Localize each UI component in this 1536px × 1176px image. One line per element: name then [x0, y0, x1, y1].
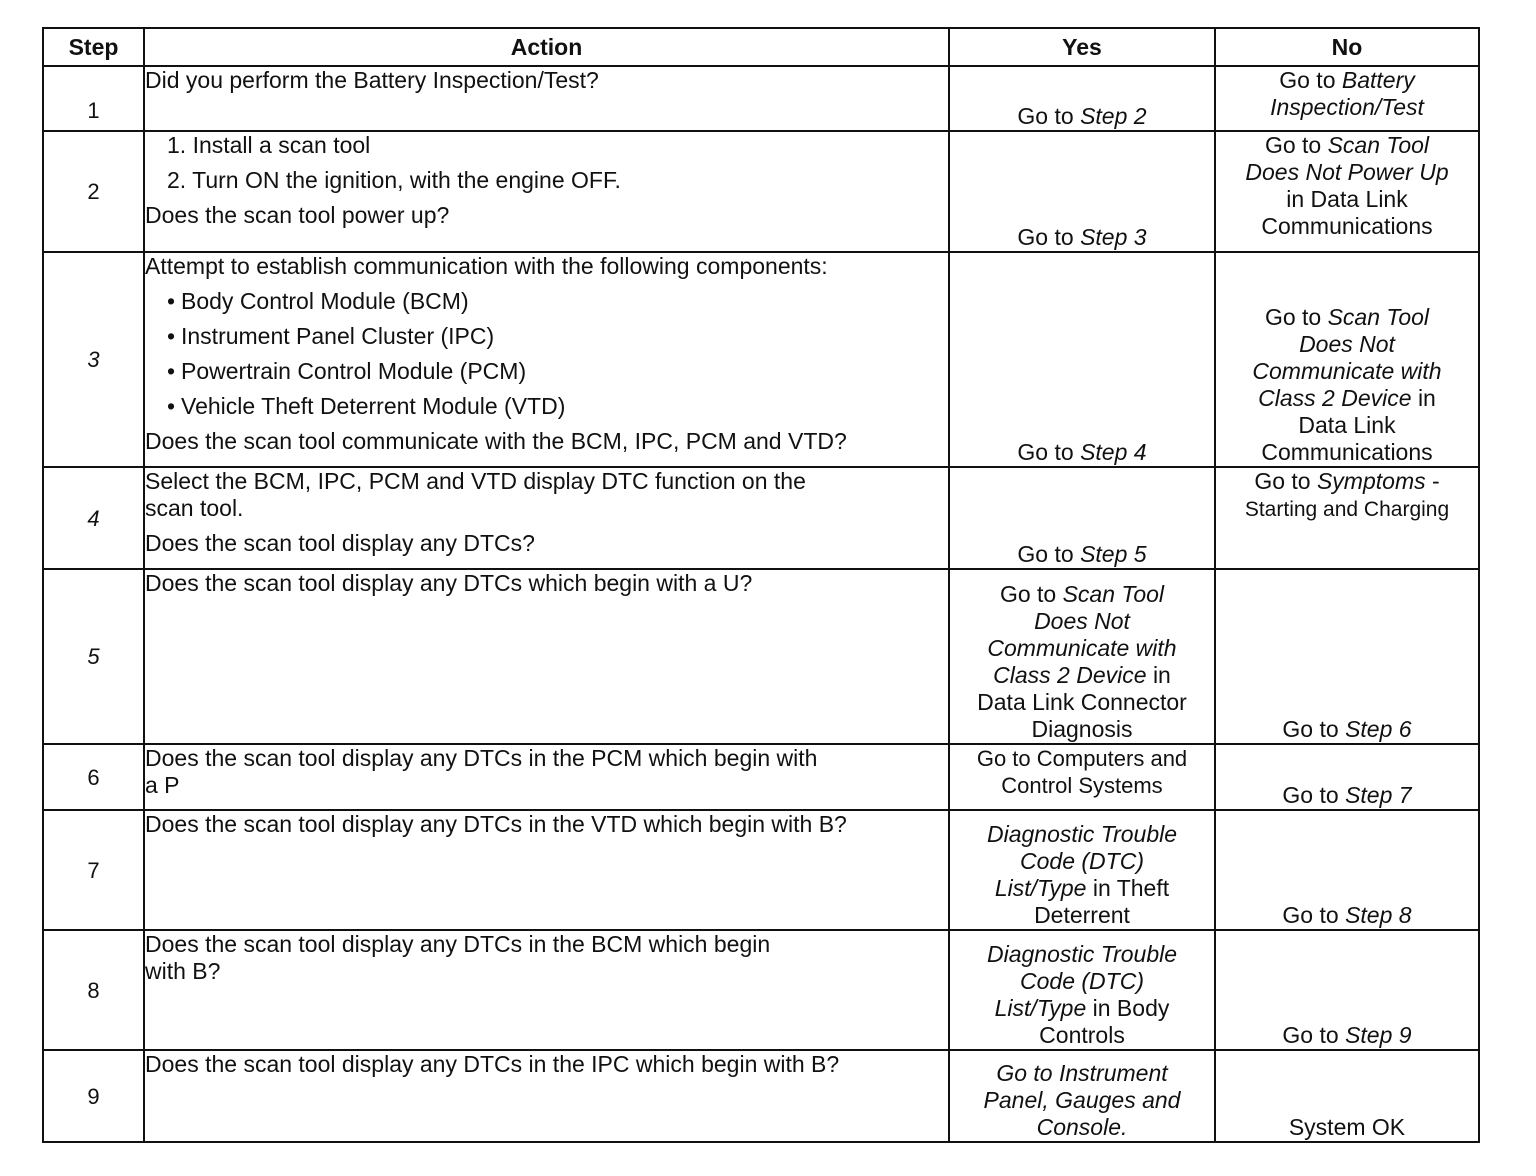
- no-cell: [1215, 1050, 1479, 1142]
- action-cell: [144, 810, 949, 930]
- table-row: [43, 131, 1479, 252]
- yes-link[interactable]: Diagnostic Trouble Code (DTC) List/Type in Theft Deterrent: [986, 821, 1178, 928]
- yes-cell: [949, 252, 1215, 467]
- action-question: Does the scan tool display any DTCs in the VTD which begin with B?: [145, 811, 847, 837]
- action-question: Does the scan tool display any DTCs in the BCM which begin with B?: [145, 931, 771, 984]
- no-link[interactable]: Go to Symptoms - Starting and Charging: [1244, 468, 1450, 521]
- action-question: Does the scan tool display any DTCs in the IPC which begin with B?: [145, 1051, 840, 1077]
- action-question: Does the scan tool power up?: [145, 202, 450, 228]
- step-number: 2: [43, 131, 144, 252]
- action-cell: [144, 131, 949, 252]
- action-cell: [144, 744, 949, 810]
- action-cell: [144, 467, 949, 569]
- action-cell: [144, 1050, 949, 1142]
- action-steps: [145, 132, 948, 194]
- no-link[interactable]: Go to Step 6: [1282, 716, 1412, 742]
- step-number: 9: [43, 1050, 144, 1142]
- table-row: [43, 569, 1479, 744]
- step-number: 1: [43, 66, 144, 131]
- yes-cell: [949, 930, 1215, 1050]
- yes-link[interactable]: Go to Step 4: [1017, 439, 1147, 465]
- no-cell: [1215, 744, 1479, 810]
- action-cell: [144, 930, 949, 1050]
- step-number: 7: [43, 810, 144, 930]
- list-item: • Instrument Panel Cluster (IPC): [181, 323, 948, 350]
- header-step: Step: [43, 28, 144, 66]
- list-item: • Powertrain Control Module (PCM): [181, 358, 948, 385]
- list-item: • Body Control Module (BCM): [181, 288, 948, 315]
- no-link[interactable]: Go to Battery Inspection/Test: [1270, 67, 1424, 120]
- yes-cell: [949, 131, 1215, 252]
- yes-cell: [949, 569, 1215, 744]
- step-number: 4: [43, 467, 144, 569]
- table-row: [43, 66, 1479, 131]
- no-cell: [1215, 66, 1479, 131]
- yes-cell: [949, 744, 1215, 810]
- action-intro: Attempt to establish communication with the following components:: [145, 253, 828, 279]
- yes-link[interactable]: Diagnostic Trouble Code (DTC) List/Type in Body Controls: [986, 941, 1178, 1048]
- no-cell: [1215, 810, 1479, 930]
- no-cell: [1215, 131, 1479, 252]
- header-no: No: [1215, 28, 1479, 66]
- table-row: [43, 930, 1479, 1050]
- step-number: 5: [43, 569, 144, 744]
- step-number: 8: [43, 930, 144, 1050]
- yes-link[interactable]: Go to Computers and Control Systems: [976, 746, 1188, 798]
- header-row: [43, 28, 1479, 66]
- action-cell: [144, 569, 949, 744]
- no-cell: [1215, 252, 1479, 467]
- no-link[interactable]: Go to Step 9: [1282, 1022, 1412, 1048]
- yes-cell: [949, 1050, 1215, 1142]
- action-question: Does the scan tool display any DTCs?: [145, 530, 535, 556]
- action-question: Did you perform the Battery Inspection/Test?: [145, 67, 599, 93]
- yes-link[interactable]: Go to Scan Tool Does Not Communicate with Class 2 Device in Data Link Connector Diagnosis: [977, 581, 1187, 742]
- action-question: Does the scan tool display any DTCs in the PCM which begin with a P: [145, 745, 818, 798]
- header-action: Action: [144, 28, 949, 66]
- step-number: 6: [43, 744, 144, 810]
- table-row: [43, 810, 1479, 930]
- yes-cell: [949, 66, 1215, 131]
- header-yes: Yes: [949, 28, 1215, 66]
- action-intro: Select the BCM, IPC, PCM and VTD display DTC function on the scan tool.: [145, 468, 806, 521]
- diagnostic-table: [42, 27, 1480, 1143]
- yes-link[interactable]: Go to Step 2: [1017, 103, 1147, 129]
- table-row: [43, 744, 1479, 810]
- yes-link[interactable]: Go to Step 3: [1017, 224, 1147, 250]
- action-step-item: 2. Turn ON the ignition, with the engine OFF.: [167, 167, 621, 193]
- yes-link[interactable]: Go to Instrument Panel, Gauges and Console.: [983, 1060, 1181, 1140]
- no-link[interactable]: Go to Step 8: [1282, 902, 1412, 928]
- no-result: System OK: [1288, 1114, 1406, 1140]
- no-cell: [1215, 569, 1479, 744]
- yes-link[interactable]: Go to Step 5: [1017, 541, 1147, 567]
- yes-cell: [949, 810, 1215, 930]
- table-row: [43, 252, 1479, 467]
- action-cell: [144, 66, 949, 131]
- no-cell: [1215, 467, 1479, 569]
- table-row: [43, 1050, 1479, 1142]
- yes-cell: [949, 467, 1215, 569]
- action-question: Does the scan tool communicate with the BCM, IPC, PCM and VTD?: [145, 428, 847, 454]
- action-question: Does the scan tool display any DTCs which begin with a U?: [145, 570, 753, 596]
- action-cell: [144, 252, 949, 467]
- no-link[interactable]: Go to Scan Tool Does Not Power Up in Data Link Communications: [1245, 132, 1449, 239]
- no-link[interactable]: Go to Scan Tool Does Not Communicate with Class 2 Device in Data Link Communications: [1252, 304, 1442, 465]
- no-cell: [1215, 930, 1479, 1050]
- component-list: [145, 288, 948, 420]
- step-number: 3: [43, 252, 144, 467]
- no-link[interactable]: Go to Step 7: [1282, 782, 1412, 808]
- list-item: • Vehicle Theft Deterrent Module (VTD): [181, 393, 948, 420]
- action-step-item: 1. Install a scan tool: [167, 132, 371, 158]
- table-row: [43, 467, 1479, 569]
